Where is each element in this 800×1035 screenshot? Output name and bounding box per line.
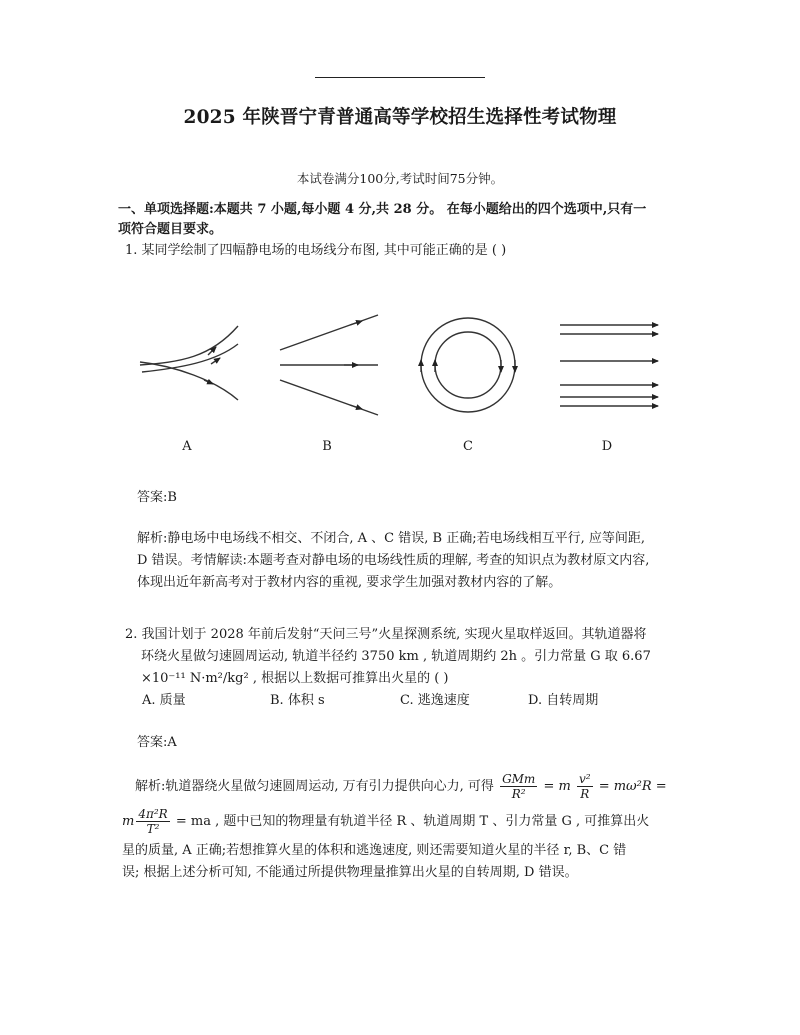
option-label-b: B — [322, 439, 332, 454]
equation-part: = mω²R = — [598, 779, 667, 794]
option-d: D. 自转周期 — [528, 693, 599, 708]
equation-part: m — [122, 814, 135, 829]
fraction-4pi2r-t2 — [136, 807, 169, 836]
option-label-d: D — [601, 439, 613, 454]
fraction-denominator: R² — [511, 787, 526, 801]
explanation-line — [122, 804, 693, 840]
question-2-answer: 答案:A — [137, 735, 177, 750]
explanation-line: 星的质量, A 正确;若想推算火星的体积和逃逸速度, 则还需要知道火星的半径 r, B、C 错 — [122, 843, 627, 858]
stem-line: 环绕火星做匀速圆周运动, 轨道半径约 3750 km , 轨道周期约 2h 。引力常量 G 取 6.67 — [141, 649, 651, 664]
explanation-text: = ma , 题中已知的物理量有轨道半径 R 、轨道周期 T 、引力常量 G , 可推算出火 — [175, 814, 650, 829]
option-label-a: A — [182, 439, 192, 454]
fraction-denominator: T² — [146, 822, 160, 836]
option-b: B. 体积 s — [270, 693, 325, 708]
diagram-a — [140, 326, 238, 400]
question-1-explanation — [137, 528, 692, 594]
fraction-v2-r — [577, 772, 593, 801]
explanation-text: 解析:轨道器绕火星做匀速圆周运动, 万有引力提供向心力, 可得 — [135, 779, 494, 794]
explanation-line: D 错误。考情解读:本题考查对静电场的电场线性质的理解, 考查的知识点为教材原文内容, — [137, 553, 650, 568]
question-2-stem — [125, 624, 685, 690]
fraction-numerator: GMm — [502, 772, 536, 786]
question-2-explanation — [122, 770, 693, 884]
exam-info: 本试卷满分100分,考试时间75分钟。 — [296, 171, 504, 186]
stem-line: 2. 我国计划于 2028 年前后发射“天问三号”火星探测系统, 实现火星取样返回。其轨道器将 — [125, 627, 647, 642]
question-1-answer: 答案:B — [137, 490, 177, 505]
page-title: 2025 年陕晋宁青普通高等学校招生选择性考试物理 — [183, 107, 617, 128]
option-c: C. 逃逸速度 — [400, 693, 470, 708]
option-a: A. 质量 — [142, 693, 186, 708]
fraction-denominator: R — [580, 787, 590, 801]
section-heading — [118, 200, 688, 240]
fraction-numerator: v² — [578, 772, 591, 786]
option-label-c: C — [463, 439, 473, 454]
diagram-c — [421, 318, 515, 412]
section-heading-line2: 项符合题目要求。 — [118, 222, 223, 237]
equation-part: = m — [543, 779, 571, 794]
section-heading-line1: 一、单项选择题:本题共 7 小题,每小题 4 分,共 28 分。 在每小题给出的四个选项中,只有一 — [118, 202, 647, 217]
field-line-diagrams — [120, 300, 690, 430]
explanation-line: 误; 根据上述分析可知, 不能通过所提供物理量推算出火星的自转周期, D 错误。 — [122, 865, 578, 880]
diagram-b — [280, 315, 378, 415]
fraction-numerator: 4π²R — [138, 807, 168, 821]
fraction-gmm-r2 — [500, 772, 537, 801]
stem-line: ×10⁻¹¹ N·m²/kg² , 根据以上数据可推算出火星的 ( ) — [141, 671, 449, 686]
explanation-line: 体现出近年新高考对于教材内容的重视, 要求学生加强对教材内容的了解。 — [137, 575, 562, 590]
explanation-line: 解析:静电场中电场线不相交、不闭合, A 、C 错误, B 正确;若电场线相互平行, 应等间距, — [137, 531, 645, 546]
diagram-d — [560, 325, 658, 406]
top-rule — [315, 77, 485, 78]
explanation-line — [135, 770, 693, 804]
question-1-stem: 1. 某同学绘制了四幅静电场的电场线分布图, 其中可能正确的是 ( ) — [125, 243, 507, 258]
